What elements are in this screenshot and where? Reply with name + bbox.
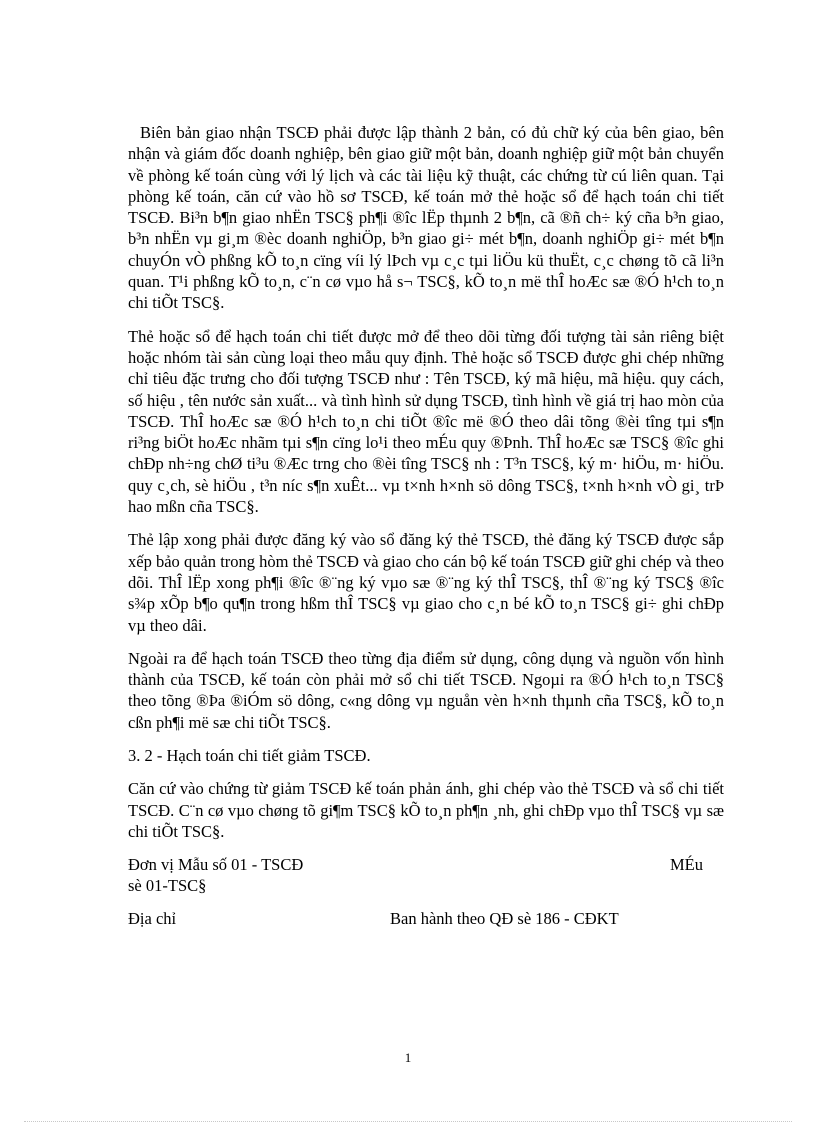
form-address-row [128, 908, 724, 929]
form-unit-row [128, 854, 724, 875]
section-heading: 3. 2 - Hạch toán chi tiết giảm TSCĐ. [128, 746, 371, 766]
paragraph-asset-card: Thẻ hoặc sổ để hạch toán chi tiết được mở để theo dõi từng đối tượng tài sản riêng biệt hoặc nhóm tài sản cùng loại theo mẫu quy định. Thẻ hoặc sổ TSCĐ được ghi chép những chỉ tiêu đặc trưng cho đối tượng TSCĐ như : Tên TSCĐ, ký mã hiệu, mã hiệu. quy cách, số hiệu , tên nước sản xuất... và tình hình sử dụng TSCĐ, tình hình về giá trị hao mòn của TSCĐ. ThÎ hoÆc sæ ®Ó h¹ch to¸n chi tiÕt ®îc më ®Ó theo dâi tõng ®èi tîng tµi s¶n ri³ng biÖt hoÆc nhãm tµi s¶n cïng lo¹i theo mÉu quy ®Þnh. ThÎ hoÆc sæ TSC§ ®îc ghi chÐp nh÷ng chØ ti³u ®Æc trng cho ®èi tîng TSC§ nh : T³n TSC§, ký m· hiÖu, m· hiÖu. quy c¸ch, sè hiÖu , t³n níc s¶n xuÊt... vµ t×nh h×nh sö dông TSC§, t×nh h×nh vÒ gi¸ trÞ hao mßn cña TSC§. [128, 326, 724, 517]
form-code-left: sè 01-TSC§ [128, 876, 207, 896]
form-address-label: Địa chỉ [128, 909, 177, 929]
form-code-right: MÉu [670, 855, 703, 875]
form-code-row [128, 875, 724, 896]
paragraph-decrease-records: Căn cứ vào chứng từ giảm TSCĐ kế toán phản ánh, ghi chép vào thẻ TSCĐ và sổ chi tiết TSCĐ. C¨n cø vµo chøng tõ gi¶m TSC§ kÕ to¸n ph¶n ¸nh, ghi chÐp vµo thÎ TSC§ vµ sæ chi tiÕt TSC§. [128, 779, 724, 841]
page-number: 1 [404, 1050, 412, 1065]
form-decision-text: Ban hành theo QĐ sè 186 - CĐKT [390, 909, 619, 929]
page-body [128, 122, 724, 929]
paragraph-card-registration: Thẻ lập xong phải được đăng ký vào sổ đăng ký thẻ TSCĐ, thẻ đăng ký TSCĐ được sắp xếp bảo quản trong hòm thẻ TSCĐ và giao cho cán bộ kế toán TSCĐ giữ ghi chép và theo dõi. ThÎ lËp xong ph¶i ®îc ®¨ng ký vµo sæ ®¨ng ký thÎ TSC§, thÎ ®¨ng ký TSC§ ®îc s¾p xÕp b¶o qu¶n trong hßm thÎ TSC§ vµ giao cho c¸n bé kÕ to¸n TSC§ gi÷ ghi chÐp vµ theo dâi. [128, 530, 724, 635]
paragraph-detail-ledger: Ngoài ra để hạch toán TSCĐ theo từng địa điểm sử dụng, công dụng và nguồn vốn hình thành của TSCĐ, kế toán còn phải mở sổ chi tiết TSCĐ. Ngoµi ra ®Ó h¹ch to¸n TSC§ theo tõng ®Þa ®iÓm sö dông, c«ng dông vµ nguån vèn h×nh thµnh cña TSC§, kÕ to¸n cßn ph¶i më sæ chi tiÕt TSC§. [128, 648, 724, 732]
form-unit-label: Đơn vị Mẫu số 01 - TSCĐ [128, 855, 304, 875]
paragraph-handover-minutes: Biên bản giao nhận TSCĐ phải được lập thành 2 bản, có đủ chữ ký của bên giao, bên nhận và giám đốc doanh nghiệp, bên giao giữ một bản, doanh nghiệp giữ một bản chuyển về phòng kế toán cùng với lý lịch và các tài liệu kỹ thuật, các chứng từ cú liên quan. Tại phòng kế toán, căn cứ vào hồ sơ TSCĐ, kế toán mở thẻ hoặc sổ để hạch toán chi tiết TSCĐ. Bi³n b¶n giao nhËn TSC§ ph¶i ®îc lËp thµnh 2 b¶n, cã ®ñ ch÷ ký cña b³n giao, b³n nhËn vµ gi¸m ®èc doanh nghiÖp, b³n giao gi÷ mét b¶n, doanh nghiÖp gi÷ mét b¶n chuyÓn vÒ phßng kÕ to¸n cïng víi lý lÞch vµ c¸c tµi liÖu kü thuËt, c¸c chøng tõ cã li³n quan. T¹i phßng kÕ to¸n, c¨n cø vµo hå s¬ TSC§, kÕ to¸n më thÎ hoÆc sæ ®Ó h¹ch to¸n chi tiÕt TSC§. [128, 123, 724, 313]
page-bottom-divider [24, 1121, 792, 1122]
